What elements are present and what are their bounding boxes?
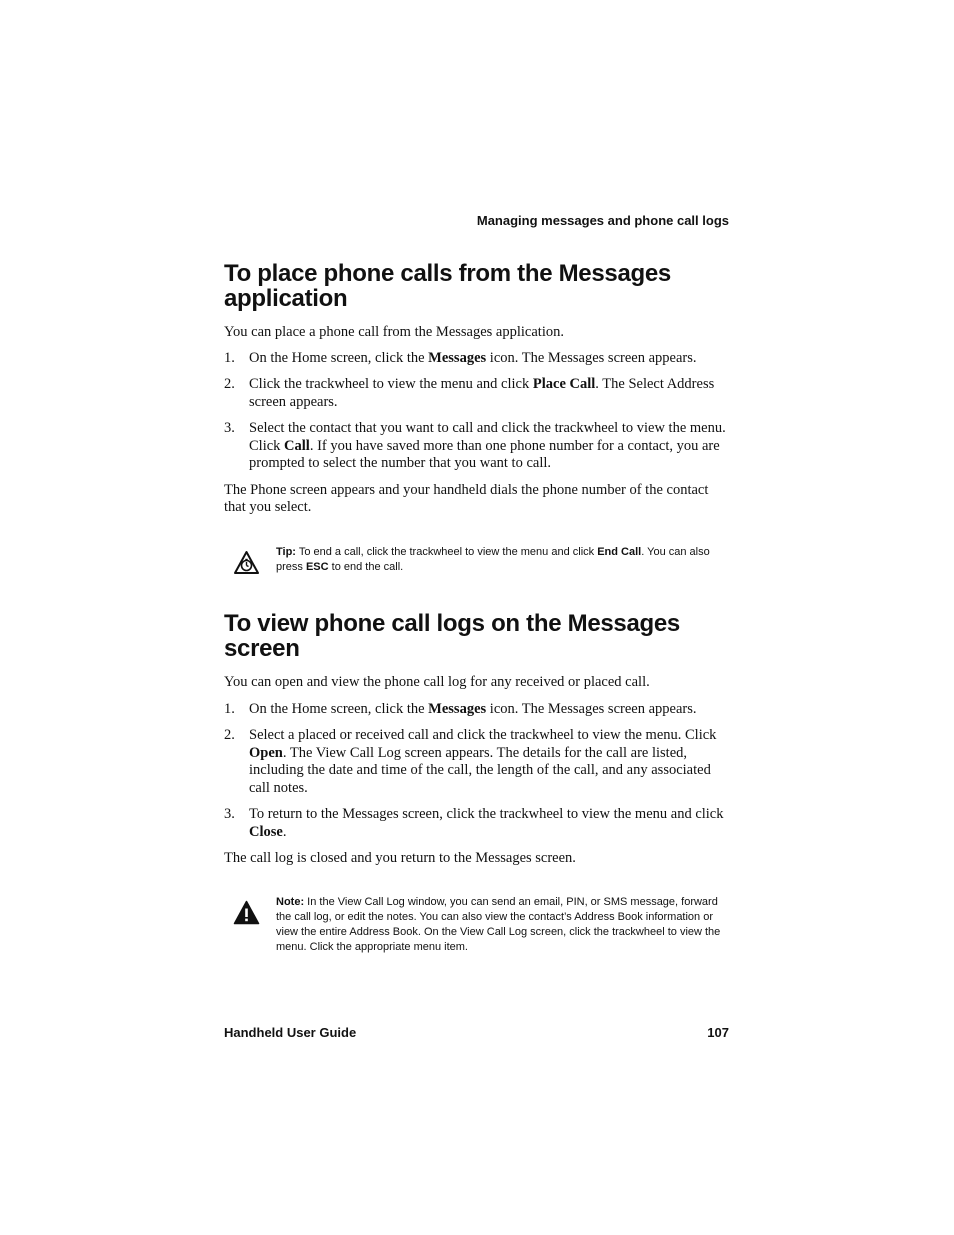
tip-text-part: to end the call. bbox=[328, 561, 404, 573]
section-view-call-logs bbox=[224, 611, 730, 661]
step-text: . bbox=[282, 823, 287, 840]
warning-triangle-icon bbox=[233, 899, 260, 926]
step-number: 1. bbox=[224, 700, 235, 717]
step-number: 2. bbox=[224, 727, 235, 743]
section-title bbox=[224, 261, 730, 311]
section-title bbox=[224, 611, 730, 661]
note-body: In the View Call Log window, you can send an email, PIN, or SMS message, forward the call log, or edit the notes. You can also view the contact’s Address Book information or view the entire Address Book. On the View Call Log screen, click the trackwheel to view the menu. Click the appropriate menu item. bbox=[276, 896, 721, 953]
step-text: On the Home screen, click the bbox=[249, 700, 429, 717]
tip-text bbox=[276, 545, 732, 575]
ui-term: Messages bbox=[428, 700, 487, 717]
step-text: Click the trackwheel to view the menu and click bbox=[249, 376, 533, 392]
step-text: . If you have saved more than one phone number for a contact, you are prompted to select the number that you want to call. bbox=[249, 437, 720, 471]
outro-paragraph: The Phone screen appears and your handheld dials the phone number of the contact that you select. bbox=[224, 481, 709, 515]
steps-list bbox=[224, 350, 730, 473]
intro-paragraph: You can open and view the phone call log for any received or placed call. bbox=[224, 674, 650, 690]
note-text bbox=[276, 895, 732, 955]
intro-paragraph: You can place a phone call from the Messages application. bbox=[224, 324, 564, 340]
list-item bbox=[224, 350, 730, 368]
section1-body bbox=[224, 324, 730, 517]
section-place-calls bbox=[224, 261, 730, 311]
list-item bbox=[224, 701, 730, 719]
running-head: Managing messages and phone call logs bbox=[476, 213, 729, 228]
section-title-line: application bbox=[224, 285, 348, 312]
step-text: Select the contact that you want to call and click the trackwheel to view the menu. Click bbox=[249, 420, 726, 454]
list-item bbox=[224, 420, 730, 473]
step-number: 2. bbox=[224, 376, 235, 392]
step-number: 3. bbox=[224, 806, 235, 822]
step-number: 1. bbox=[224, 349, 235, 366]
section-title-line: screen bbox=[224, 635, 300, 662]
ui-term: End Call bbox=[597, 546, 642, 558]
page-number: 107 bbox=[707, 1025, 729, 1040]
tip-text-part: . You can also press bbox=[276, 546, 710, 573]
step-text: On the Home screen, click the bbox=[249, 349, 429, 366]
tip-label: Tip: bbox=[276, 546, 296, 558]
step-text: . The View Call Log screen appears. The details for the call are listed, including the date and time of the call, the length of the call, and any associated call notes. bbox=[249, 744, 711, 796]
step-number: 3. bbox=[224, 420, 235, 436]
ui-term: Place Call bbox=[532, 376, 596, 392]
ui-term: Open bbox=[249, 744, 283, 761]
step-text: icon. The Messages screen appears. bbox=[486, 700, 697, 717]
stopwatch-warning-icon bbox=[233, 549, 260, 576]
step-text: To return to the Messages screen, click the trackwheel to view the menu and click bbox=[249, 806, 724, 822]
list-item bbox=[224, 727, 730, 797]
ui-term: Call bbox=[284, 437, 310, 454]
ui-term: Messages bbox=[428, 349, 487, 366]
section2-body bbox=[224, 674, 730, 868]
step-text: . The Select Address screen appears. bbox=[249, 376, 715, 410]
steps-list bbox=[224, 701, 730, 842]
outro-paragraph: The call log is closed and you return to the Messages screen. bbox=[224, 850, 576, 866]
note-label: Note: bbox=[276, 896, 305, 908]
list-item bbox=[224, 806, 730, 841]
step-text: Select a placed or received call and click the trackwheel to view the menu. Click bbox=[249, 727, 717, 743]
section-title-line: To place phone calls from the Messages bbox=[224, 260, 671, 287]
footer-title: Handheld User Guide bbox=[224, 1025, 357, 1040]
section-title-line: To view phone call logs on the Messages bbox=[224, 610, 680, 637]
step-text: icon. The Messages screen appears. bbox=[486, 349, 697, 366]
ui-term: ESC bbox=[305, 561, 329, 573]
list-item bbox=[224, 376, 730, 411]
tip-text-part: To end a call, click the trackwheel to view the menu and click bbox=[295, 546, 598, 558]
ui-term: Close bbox=[249, 823, 283, 840]
